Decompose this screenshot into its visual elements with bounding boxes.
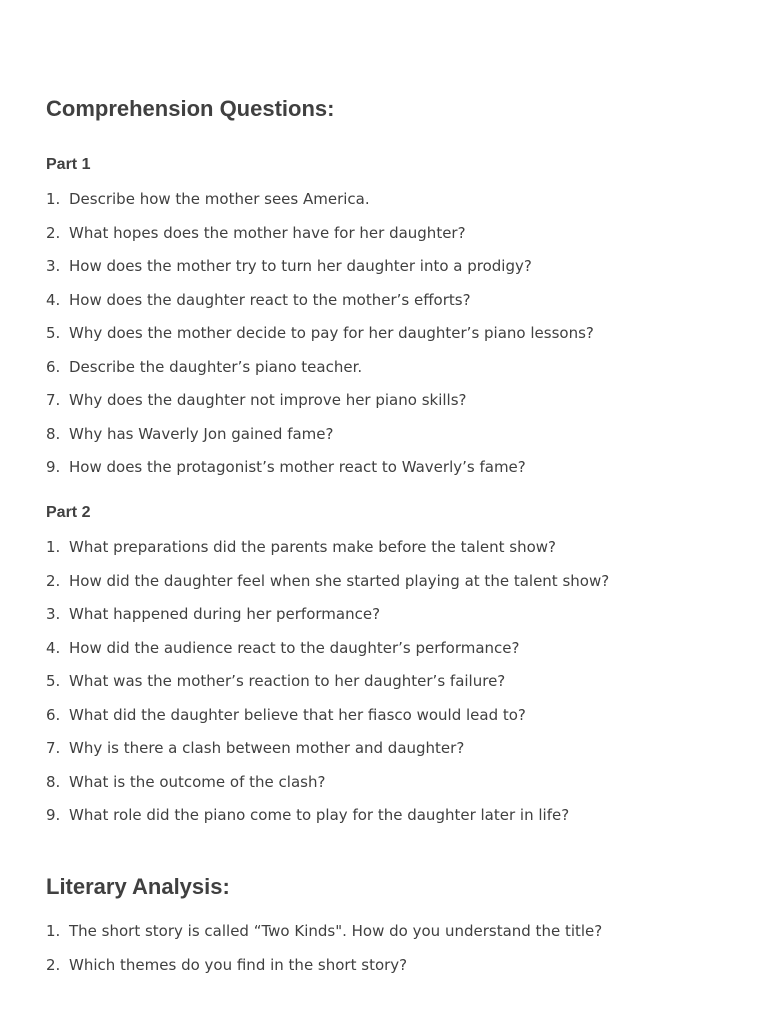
- question-text: What was the mother’s reaction to her daughter’s failure?: [69, 672, 506, 690]
- question-text: Why has Waverly Jon gained fame?: [69, 424, 334, 443]
- question-item: [46, 705, 609, 739]
- question-number: 8.: [46, 772, 61, 791]
- question-item: [46, 571, 609, 605]
- question-number: 2.: [46, 955, 61, 974]
- question-item: [46, 189, 594, 223]
- question-text: How does the daughter react to the mother’s efforts?: [69, 290, 471, 309]
- question-item: [46, 290, 594, 324]
- part2-question-list: [46, 537, 609, 839]
- part2-heading: Part 2: [46, 504, 91, 521]
- question-text: Why does the daughter not improve her piano skills?: [69, 391, 467, 409]
- question-number: 7.: [46, 739, 61, 757]
- question-number: 4.: [46, 290, 61, 309]
- question-item: [46, 604, 609, 638]
- question-text: How does the protagonist’s mother react to Waverly’s fame?: [69, 458, 526, 476]
- question-text: How did the daughter feel when she started playing at the talent show?: [69, 571, 610, 590]
- question-text: Describe how the mother sees America.: [69, 190, 370, 208]
- question-number: 2.: [46, 223, 61, 242]
- question-item: [46, 738, 609, 772]
- question-item: [46, 424, 594, 458]
- question-text: What is the outcome of the clash?: [69, 772, 326, 791]
- question-text: Describe the daughter’s piano teacher.: [69, 357, 363, 376]
- question-item: [46, 323, 594, 357]
- question-item: [46, 955, 602, 989]
- question-text: How did the audience react to the daughter’s performance?: [69, 638, 520, 657]
- question-item: [46, 256, 594, 290]
- question-text: How does the mother try to turn her daughter into a prodigy?: [69, 257, 532, 275]
- question-number: 9.: [46, 458, 61, 476]
- question-text: What preparations did the parents make before the talent show?: [69, 538, 557, 556]
- question-text: What happened during her performance?: [69, 605, 381, 623]
- question-number: 5.: [46, 672, 61, 690]
- question-number: 1.: [46, 538, 61, 556]
- question-number: 3.: [46, 605, 61, 623]
- literary-analysis-title: Literary Analysis:: [46, 874, 230, 899]
- question-text: What role did the piano come to play for the daughter later in life?: [69, 806, 570, 824]
- question-text: The short story is called “Two Kinds". How do you understand the title?: [69, 922, 603, 940]
- question-item: [46, 805, 609, 839]
- comprehension-title: Comprehension Questions:: [46, 96, 335, 121]
- question-number: 4.: [46, 638, 61, 657]
- question-number: 1.: [46, 922, 61, 940]
- question-item: [46, 357, 594, 391]
- question-item: [46, 537, 609, 571]
- question-text: Why does the mother decide to pay for her daughter’s piano lessons?: [69, 324, 594, 342]
- question-number: 5.: [46, 324, 61, 342]
- question-number: 3.: [46, 257, 61, 275]
- question-number: 7.: [46, 391, 61, 409]
- question-item: [46, 457, 594, 491]
- question-text: Which themes do you find in the short story?: [69, 955, 408, 974]
- question-number: 1.: [46, 190, 61, 208]
- question-number: 2.: [46, 571, 61, 590]
- question-number: 8.: [46, 424, 61, 443]
- question-number: 6.: [46, 705, 61, 724]
- question-number: 6.: [46, 357, 61, 376]
- question-item: [46, 772, 609, 806]
- question-item: [46, 921, 602, 955]
- question-item: [46, 390, 594, 424]
- question-item: [46, 223, 594, 257]
- question-number: 9.: [46, 806, 61, 824]
- question-text: What hopes does the mother have for her daughter?: [69, 223, 466, 242]
- question-text: Why is there a clash between mother and daughter?: [69, 739, 465, 757]
- part1-question-list: [46, 189, 594, 491]
- question-item: [46, 638, 609, 672]
- literary-analysis-question-list: [46, 921, 602, 988]
- part1-heading: Part 1: [46, 156, 91, 173]
- question-item: [46, 671, 609, 705]
- question-text: What did the daughter believe that her fiasco would lead to?: [69, 705, 526, 724]
